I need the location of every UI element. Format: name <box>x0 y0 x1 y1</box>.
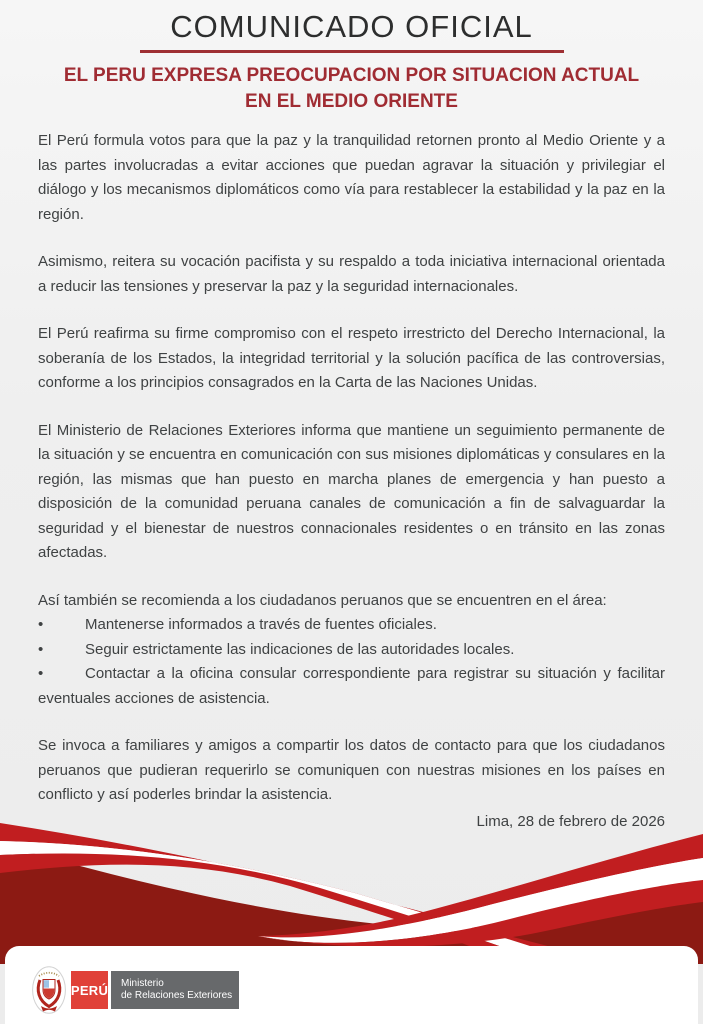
list-item <box>38 613 665 638</box>
bullet-icon: • <box>38 616 44 633</box>
list-item <box>38 662 665 711</box>
list-item-text: Seguir estrictamente las indicaciones de las autoridades locales. <box>85 640 515 658</box>
footer <box>5 946 698 1024</box>
dateline: Lima, 28 de febrero de 2026 <box>476 812 665 830</box>
peru-coat-of-arms-icon <box>32 966 66 1014</box>
communique-content <box>0 10 703 834</box>
list-item-text: Contactar a la oficina consular correspondiente para registrar su situación y facilitar eventuales acciones de asistencia. <box>38 665 665 707</box>
communique-heading <box>38 63 665 115</box>
ministry-name-line1: Ministerio <box>121 978 164 989</box>
recommendation-intro: Así también se recomienda a los ciudadanos peruanos que se encuentren en el área: <box>38 591 607 609</box>
flag-ribbon-graphic <box>0 818 703 964</box>
bullet-icon: • <box>38 665 44 682</box>
title-divider <box>140 50 564 53</box>
body-paragraph: El Perú reafirma su firme compromiso con el respeto irrestricto del Derecho Internacional, la soberanía de los Estados, la integridad territorial y la solución pacífica de las controversias, conforme a los principios consagrados en la Carta de las Naciones Unidas. <box>38 325 665 391</box>
ministry-name-plate <box>111 971 239 1009</box>
body-paragraph: El Ministerio de Relaciones Exteriores informa que mantiene un seguimiento permanente de la situación y se encuentra en comunicación con sus misiones diplomáticas y consulares en la región, las mismas que han puesto en marcha planes de emergencia y han puesto a disposición de la comunidad peruana canales de comunicación a fin de salvaguardar la seguridad y el bienestar de nuestros connacionales residentes o en tránsito en las zonas afectadas. <box>38 421 665 561</box>
list-item <box>38 638 665 663</box>
ministry-name-line2: de Relaciones Exteriores <box>121 990 233 1001</box>
ministry-logo <box>32 966 239 1014</box>
communique-heading-line2: EN EL MEDIO ORIENTE <box>245 91 458 112</box>
body-paragraph: Asimismo, reitera su vocación pacifista y su respaldo a toda iniciativa internacional orientada a reducir las tensiones y preservar la paz y la seguridad internacionales. <box>38 253 665 295</box>
communique-heading-line1: EL PERU EXPRESA PREOCUPACION POR SITUACION ACTUAL <box>63 65 640 86</box>
body-paragraph: El Perú formula votos para que la paz y la tranquilidad retornen pronto al Medio Oriente y a las partes involucradas a evitar acciones que puedan agravar la situación y privilegiar el diálogo y los mecanismos diplomáticos como vía para restablecer la estabilidad y la paz en la región. <box>38 132 665 223</box>
bullet-icon: • <box>38 640 44 658</box>
list-item-text: Mantenerse informados a través de fuentes oficiales. <box>85 616 437 633</box>
page-title: COMUNICADO OFICIAL <box>170 9 533 44</box>
peru-brand-label: PERÚ <box>70 982 109 998</box>
peru-brand-mark <box>71 971 108 1009</box>
closing-paragraph: Se invoca a familiares y amigos a compartir los datos de contacto para que los ciudadanos peruanos que pudieran requerirlo se comuniquen con nuestras misiones en los países en conflicto y así poderles brindar la asistencia. <box>38 737 665 803</box>
